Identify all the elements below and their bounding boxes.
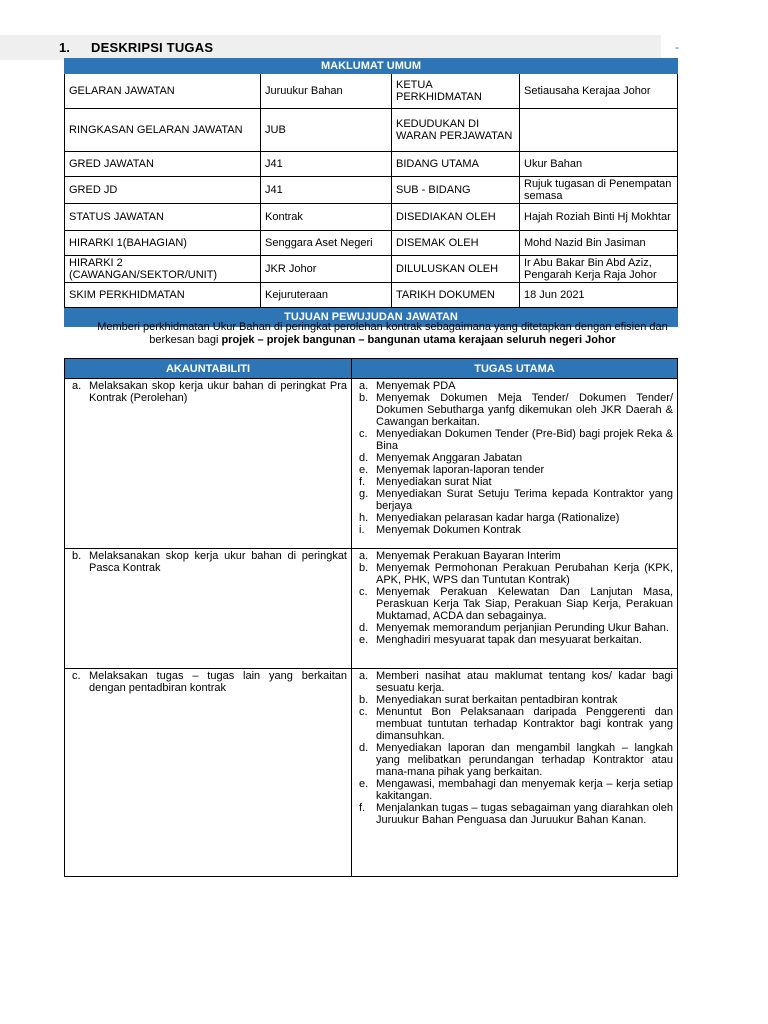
task-item <box>356 706 673 742</box>
info-value: JKR Johor <box>261 256 392 283</box>
task-item <box>356 634 673 646</box>
info-value: Setiausaha Kerajaa Johor <box>520 74 678 109</box>
info-value: Hajah Roziah Binti Hj Mokhtar <box>520 204 678 231</box>
task-item <box>356 550 673 562</box>
task-text: Menyemak Perakuan Bayaran Interim <box>376 550 561 562</box>
duty-row <box>65 379 678 549</box>
purpose-statement <box>90 321 675 347</box>
accountability-text: Melaksanakan skop kerja ukur bahan di peringkat Pasca Kontrak <box>89 550 347 574</box>
info-label: DISEDIAKAN OLEH <box>392 204 520 231</box>
task-item <box>356 524 673 536</box>
duties-table <box>64 358 678 877</box>
info-band-bottom-label: TUJUAN PEWUJUDAN JAWATAN <box>65 308 678 327</box>
info-row <box>65 256 678 283</box>
task-item <box>356 452 673 464</box>
tasks-cell <box>352 549 678 669</box>
accountability-cell <box>65 549 352 669</box>
item-letter: a. <box>359 550 369 562</box>
col-header-accountability: AKAUNTABILITI <box>65 359 352 379</box>
info-band-top <box>65 59 678 74</box>
accountability-item <box>69 380 347 404</box>
item-letter: d. <box>359 622 369 634</box>
item-letter: e. <box>359 634 369 646</box>
info-row <box>65 204 678 231</box>
item-letter: a. <box>359 670 369 682</box>
info-row <box>65 231 678 256</box>
info-row <box>65 283 678 308</box>
info-label: TARIKH DOKUMEN <box>392 283 520 308</box>
info-label: GRED JD <box>65 177 261 204</box>
task-item <box>356 488 673 512</box>
info-value: Mohd Nazid Bin Jasiman <box>520 231 678 256</box>
item-letter: d. <box>359 452 369 464</box>
item-letter: d. <box>359 742 369 754</box>
task-item <box>356 380 673 392</box>
item-letter: e. <box>359 464 369 476</box>
item-letter: b. <box>72 550 82 562</box>
task-item <box>356 562 673 586</box>
info-value: Rujuk tugasan di Penempatan semasa <box>520 177 678 204</box>
task-text: Menyemak PDA <box>376 380 456 392</box>
info-label: GRED JAWATAN <box>65 152 261 177</box>
task-item <box>356 512 673 524</box>
section-heading <box>0 35 661 60</box>
info-value: Kejuruteraan <box>261 283 392 308</box>
info-label: KEDUDUKAN DI WARAN PERJAWATAN <box>392 109 520 152</box>
info-label: SKIM PERKHIDMATAN <box>65 283 261 308</box>
task-text: Menyediakan Dokumen Tender (Pre-Bid) bagi projek Reka & Bina <box>376 428 673 452</box>
item-letter: b. <box>359 392 369 404</box>
accountability-cell <box>65 669 352 877</box>
item-letter: g. <box>359 488 369 500</box>
info-value: Senggara Aset Negeri <box>261 231 392 256</box>
task-item <box>356 694 673 706</box>
info-band-top-label: MAKLUMAT UMUM <box>65 59 678 74</box>
section-title: DESKRIPSI TUGAS <box>91 40 214 55</box>
task-item <box>356 742 673 778</box>
info-row <box>65 152 678 177</box>
task-text: Menyediakan surat berkaitan pentadbiran kontrak <box>376 694 618 706</box>
info-value: J41 <box>261 152 392 177</box>
duties-header-row <box>65 359 678 379</box>
info-row <box>65 109 678 152</box>
margin-mark: - <box>675 40 679 54</box>
duty-row <box>65 549 678 669</box>
item-letter: h. <box>359 512 369 524</box>
info-value: Juruukur Bahan <box>261 74 392 109</box>
task-text: Menyemak Permohonan Perakuan Perubahan Kerja (KPK, APK, PHK, WPS dan Tuntutan Kontrak) <box>376 562 673 586</box>
info-label: GELARAN JAWATAN <box>65 74 261 109</box>
task-text: Menyediakan pelarasan kadar harga (Rationalize) <box>376 512 620 524</box>
item-letter: c. <box>359 428 368 440</box>
task-text: Memberi nasihat atau maklumat tentang kos/ kadar bagi sesuatu kerja. <box>376 670 673 694</box>
info-value: Kontrak <box>261 204 392 231</box>
accountability-text: Melaksakan tugas – tugas lain yang berkaitan dengan pentadbiran kontrak <box>89 670 347 694</box>
info-label: SUB - BIDANG <box>392 177 520 204</box>
task-text: Menghadiri mesyuarat tapak dan mesyuarat berkaitan. <box>376 634 642 646</box>
accountability-cell <box>65 379 352 549</box>
purpose-text: Memberi perkhidmatan Ukur Bahan di peringkat perolehan kontrak sebagaimana yang ditetapkan dengan efisien dan berkesan bagi <box>97 321 668 346</box>
info-value: JUB <box>261 109 392 152</box>
task-text: Mengawasi, membahagi dan menyemak kerja – kerja setiap kakitangan. <box>376 778 673 802</box>
task-text: Menyemak Dokumen Kontrak <box>376 524 521 536</box>
task-item <box>356 464 673 476</box>
item-letter: f. <box>359 802 366 814</box>
task-text: Menyediakan laporan dan mengambil langkah – langkah yang melibatkan perundangan terhadap Kontraktor atau mana-mana pihak yang berkaitan. <box>376 742 673 778</box>
tasks-cell <box>352 669 678 877</box>
info-value: Ukur Bahan <box>520 152 678 177</box>
item-letter: b. <box>359 694 369 706</box>
col-header-main-tasks: TUGAS UTAMA <box>352 359 678 379</box>
info-label: DILULUSKAN OLEH <box>392 256 520 283</box>
accountability-item <box>69 550 347 574</box>
task-item <box>356 586 673 622</box>
item-letter: a. <box>359 380 369 392</box>
task-item <box>356 622 673 634</box>
task-text: Menyediakan Surat Setuju Terima kepada Kontraktor yang berjaya <box>376 488 673 512</box>
accountability-text: Melaksakan skop kerja ukur bahan di peringkat Pra Kontrak (Perolehan) <box>89 380 347 404</box>
info-value: J41 <box>261 177 392 204</box>
task-text: Menyemak Perakuan Kelewatan Dan Lanjutan Masa, Peraskuan Kerja Tak Siap, Perakuan Siap Kerja, Perakuan Muktamad, ACDA dan sebagainya. <box>376 586 673 622</box>
general-info-table <box>64 58 678 327</box>
info-label: HIRARKI 2 (CAWANGAN/SEKTOR/UNIT) <box>65 256 261 283</box>
task-item <box>356 392 673 428</box>
info-row <box>65 74 678 109</box>
info-value: 18 Jun 2021 <box>520 283 678 308</box>
task-text: Menyemak laporan-laporan tender <box>376 464 545 476</box>
task-item <box>356 802 673 826</box>
info-label: BIDANG UTAMA <box>392 152 520 177</box>
task-text: Menuntut Bon Pelaksanaan daripada Penggerenti dan membuat tuntutan terhadap Kontraktor bagi kontrak yang dimansuhkan. <box>376 706 673 742</box>
item-letter: i. <box>359 524 365 536</box>
section-number: 1. <box>59 40 70 55</box>
accountability-item <box>69 670 347 694</box>
tasks-cell <box>352 379 678 549</box>
item-letter: b. <box>359 562 369 574</box>
info-label: DISEMAK OLEH <box>392 231 520 256</box>
task-item <box>356 476 673 488</box>
task-item <box>356 428 673 452</box>
task-text: Menyediakan surat Niat <box>376 476 492 488</box>
task-text: Menyemak memorandum perjanjian Perunding Ukur Bahan. <box>376 622 669 634</box>
info-value: Ir Abu Bakar Bin Abd Aziz, Pengarah Kerja Raja Johor <box>520 256 678 283</box>
task-text: Menjalankan tugas – tugas sebagaiman yang diarahkan oleh Juruukur Bahan Penguasa dan Juruukur Bahan Kanan. <box>376 802 673 826</box>
task-text: Menyemak Dokumen Meja Tender/ Dokumen Tender/ Dokumen Sebutharga yanfg dikemukan oleh JKR Daerah & Cawangan berkaitan. <box>376 392 673 428</box>
item-letter: c. <box>359 706 368 718</box>
info-label: KETUA PERKHIDMATAN <box>392 74 520 109</box>
duty-row <box>65 669 678 877</box>
item-letter: c. <box>359 586 368 598</box>
info-label: STATUS JAWATAN <box>65 204 261 231</box>
info-row <box>65 177 678 204</box>
item-letter: a. <box>72 380 82 392</box>
info-label: HIRARKI 1(BAHAGIAN) <box>65 231 261 256</box>
info-label: RINGKASAN GELARAN JAWATAN <box>65 109 261 152</box>
info-value <box>520 109 678 152</box>
task-item <box>356 670 673 694</box>
item-letter: f. <box>359 476 366 488</box>
task-item <box>356 778 673 802</box>
purpose-bold-text: projek – projek bangunan – bangunan utama kerajaan seluruh negeri Johor <box>221 334 616 346</box>
item-letter: e. <box>359 778 369 790</box>
item-letter: c. <box>72 670 81 682</box>
task-text: Menyemak Anggaran Jabatan <box>376 452 523 464</box>
